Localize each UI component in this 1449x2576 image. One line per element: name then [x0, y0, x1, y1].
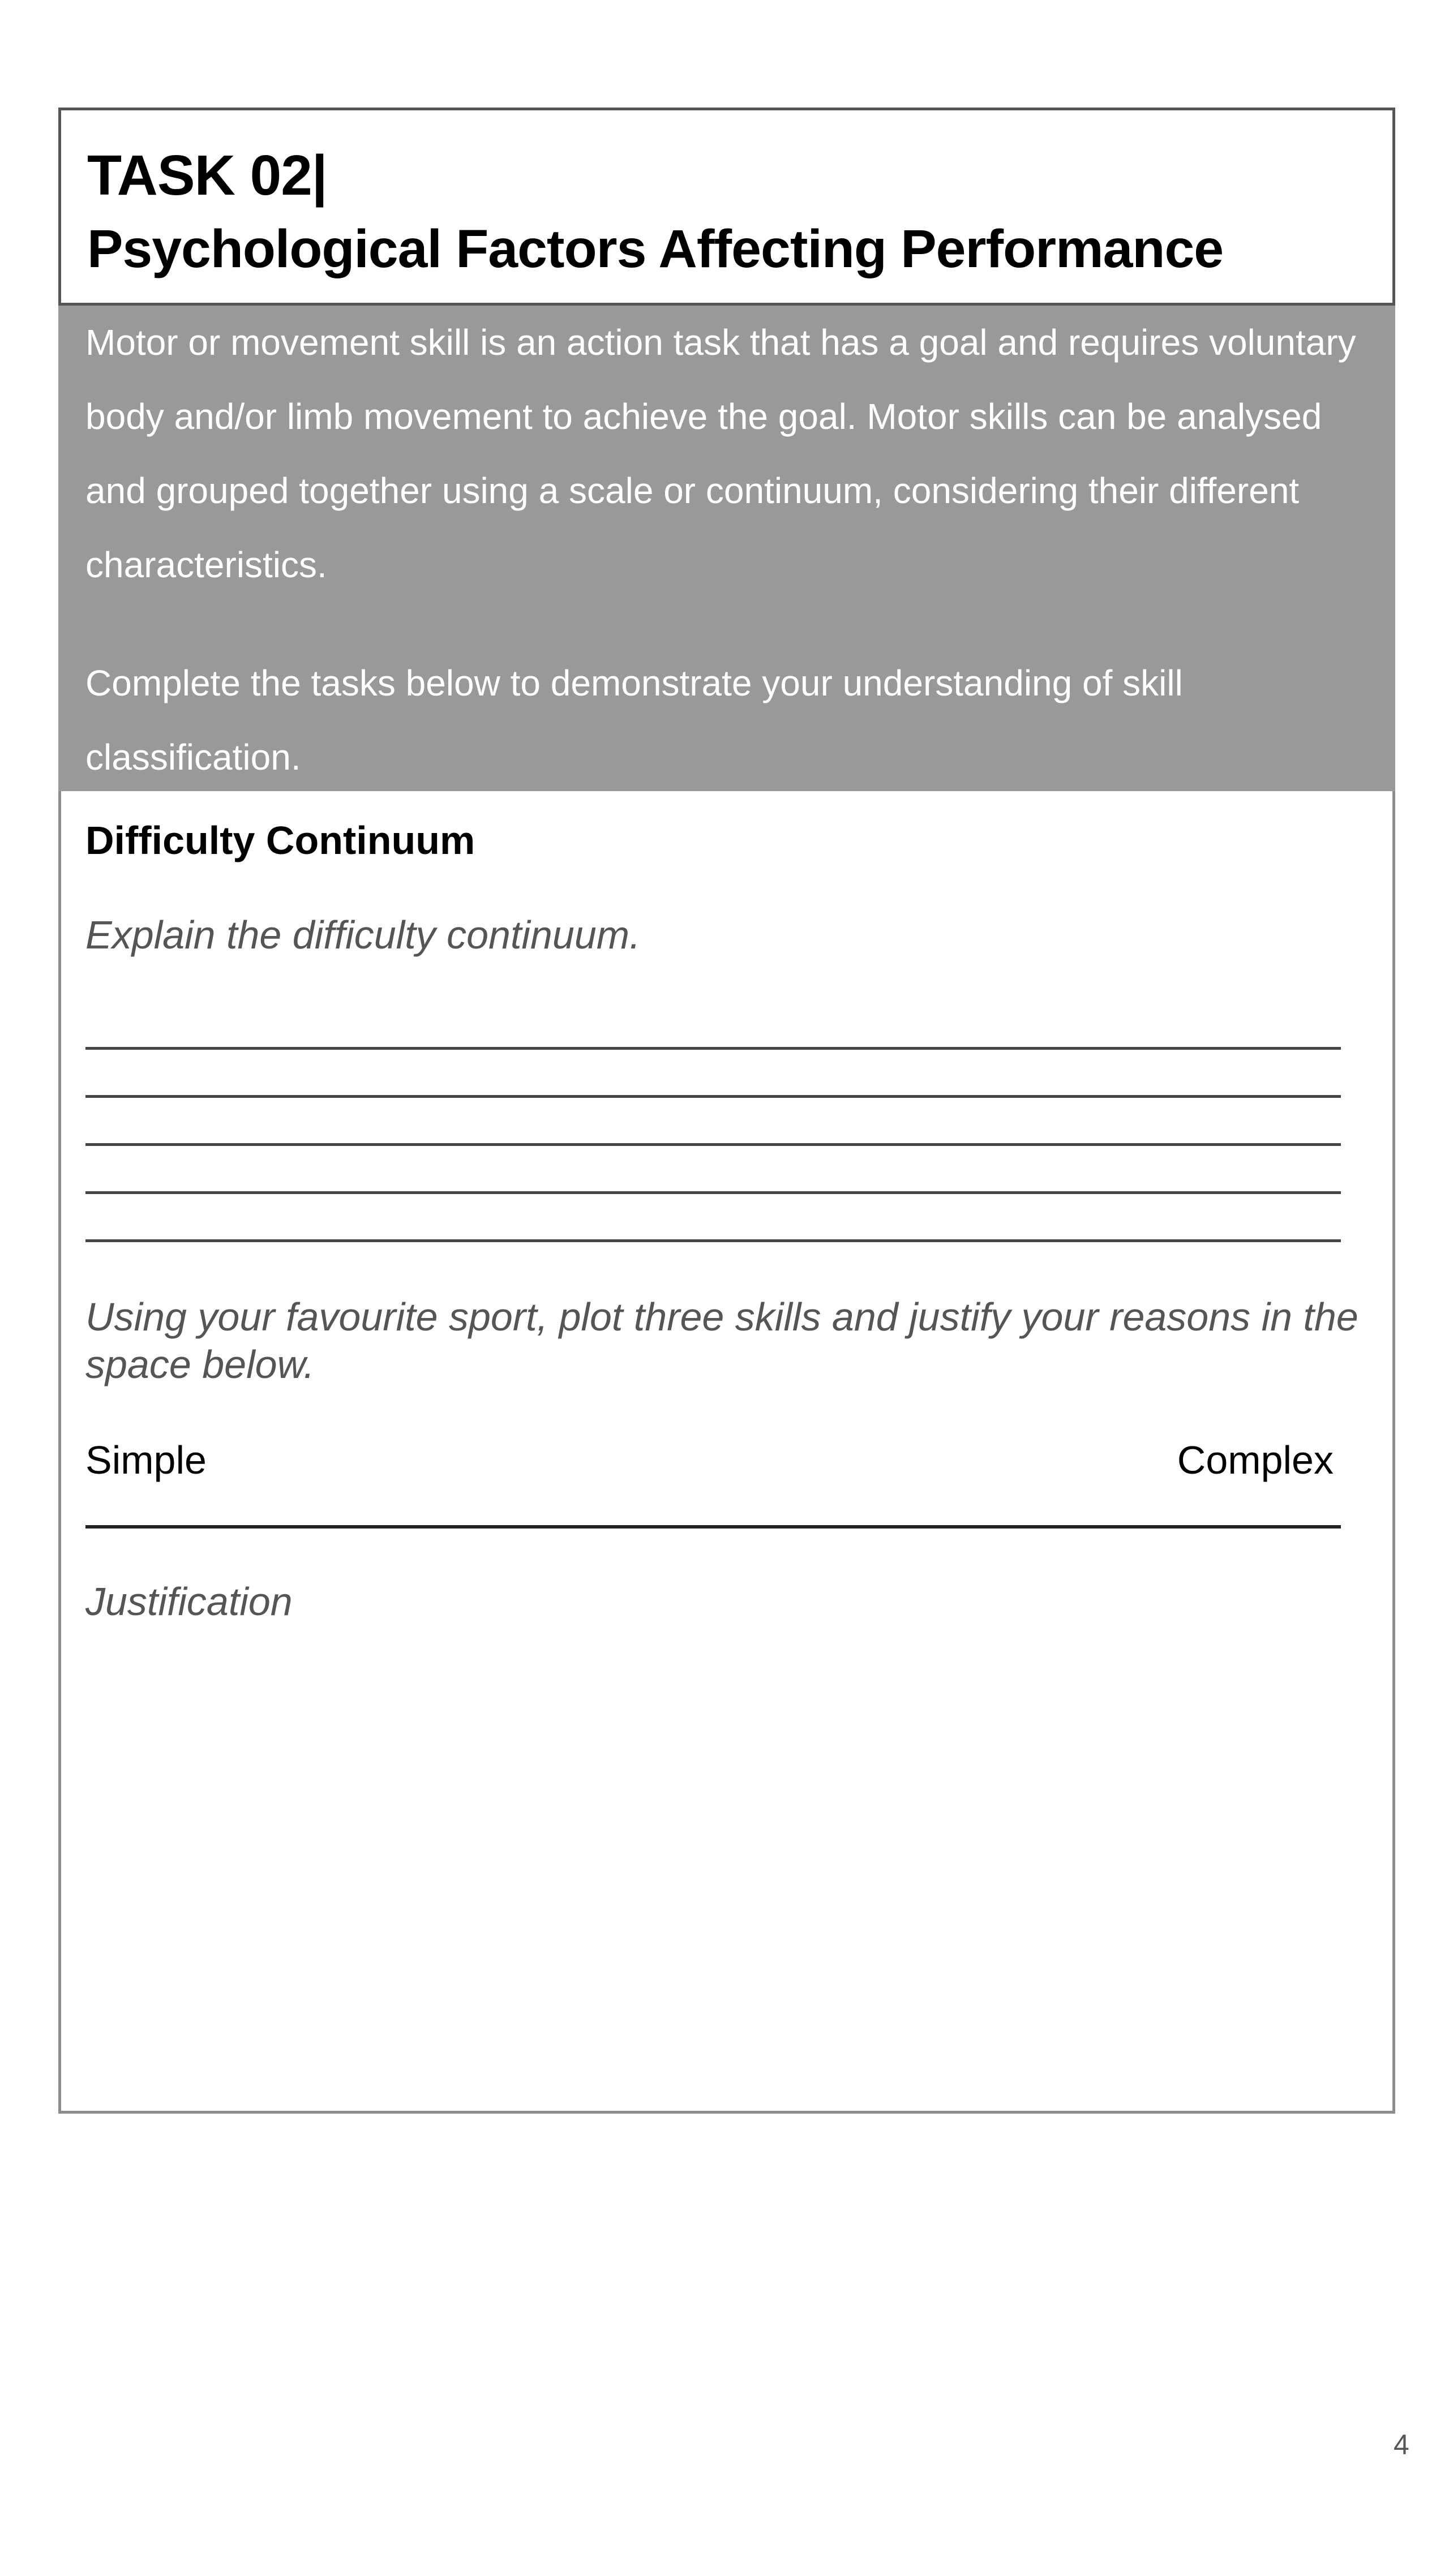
task-label: TASK 02| [87, 144, 327, 207]
difficulty-continuum-line[interactable] [85, 1525, 1341, 1529]
prompt-plot-skills: Using your favourite sport, plot three skills and justify your reasons in the space below. [85, 1295, 1358, 1386]
answer-line[interactable] [85, 1143, 1341, 1146]
answer-line[interactable] [85, 1191, 1341, 1194]
intro-panel [58, 306, 1395, 791]
answer-line[interactable] [85, 1239, 1341, 1242]
intro-paragraph-1: Motor or movement skill is an action task that has a goal and requires voluntary body and/or limb movement to achieve the goal. Motor skills can be analysed and grouped together using a scale or continuum, considering their different characteristics. [85, 322, 1356, 585]
continuum-labels [85, 1435, 1334, 1486]
continuum-label-complex: Complex [1177, 1438, 1334, 1482]
justification-label: Justification [85, 1579, 293, 1624]
continuum-label-simple: Simple [85, 1438, 207, 1482]
task-header [58, 108, 1395, 306]
intro-paragraph-2: Complete the tasks below to demonstrate your understanding of skill classification. [85, 663, 1183, 778]
prompt-explain: Explain the difficulty continuum. [85, 913, 641, 957]
page-number: 4 [1394, 2429, 1409, 2461]
answer-line[interactable] [85, 1047, 1341, 1050]
task-title: Psychological Factors Affecting Performance [87, 219, 1224, 279]
section-heading: Difficulty Continuum [85, 818, 475, 862]
answer-line[interactable] [85, 1095, 1341, 1098]
